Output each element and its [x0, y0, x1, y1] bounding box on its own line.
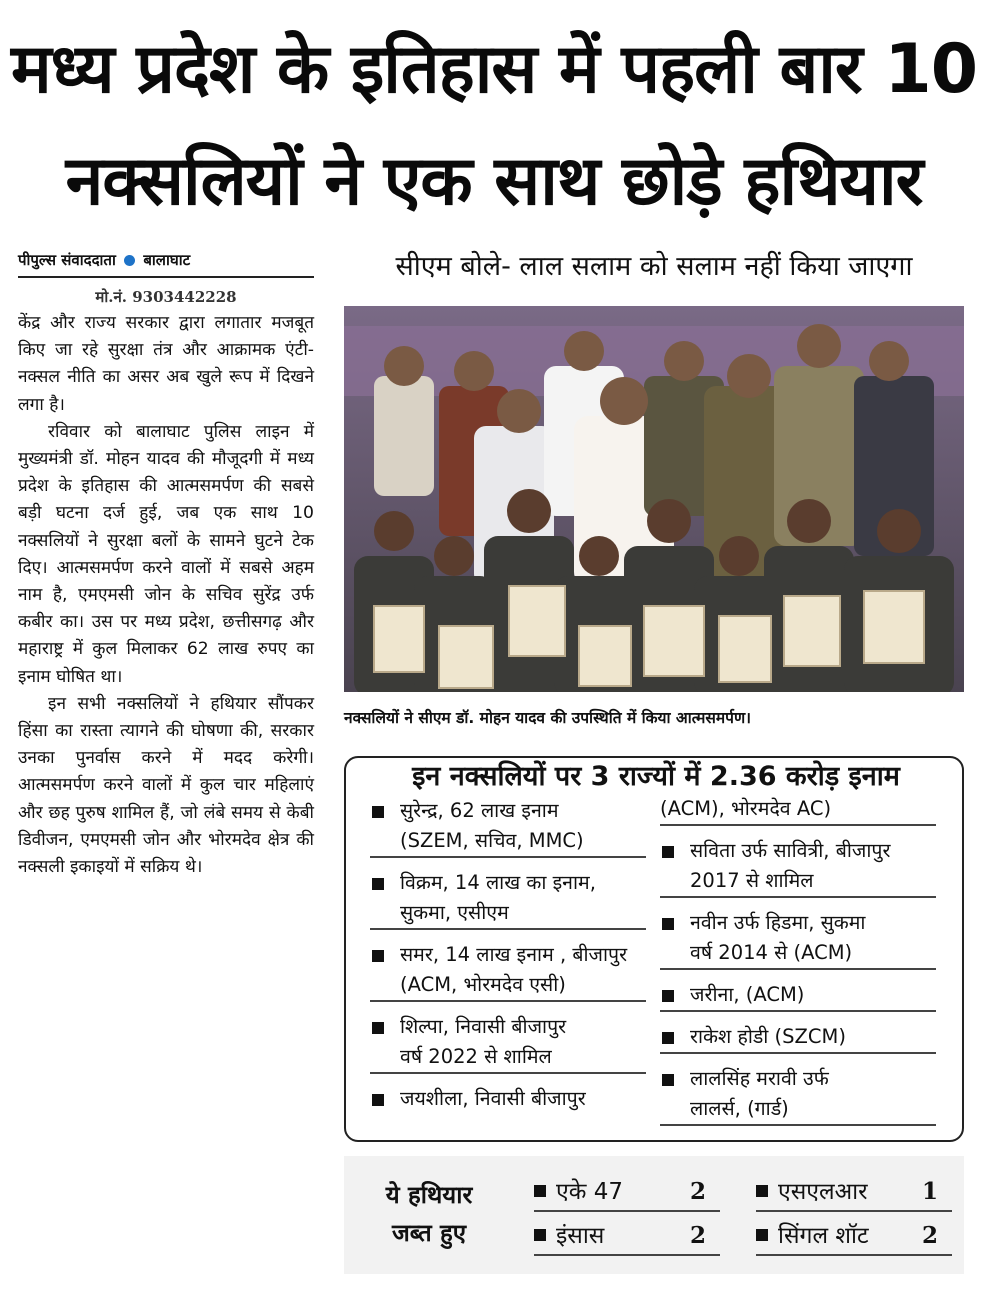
square-bullet-icon [372, 878, 384, 890]
square-bullet-icon [372, 806, 384, 818]
reward-box [344, 756, 964, 1142]
headline-line-1: मध्य प्रदेश के इतिहास में पहली बार 10 [10, 30, 978, 109]
list-item: शिल्पा, निवासी बीजापुर वर्ष 2022 से शामिल [370, 1012, 646, 1074]
list-item: राकेश होडी (SZCM) [660, 1022, 936, 1054]
square-bullet-icon [662, 918, 674, 930]
reward-list-left [370, 796, 646, 1124]
article-body [18, 310, 314, 881]
square-bullet-icon [662, 1032, 674, 1044]
list-item: विक्रम, 14 लाख का इनाम, सुकमा, एसीएम [370, 868, 646, 930]
list-item: लालसिंह मरावी उर्फ लालर्स, (गार्ड) [660, 1064, 936, 1126]
subheadline: सीएम बोले- लाल सलाम को सलाम नहीं किया जाएगा [395, 251, 913, 282]
list-item: जयशीला, निवासी बीजापुर [370, 1084, 646, 1114]
reporter-name: पीपुल्स संवाददाता [18, 251, 116, 269]
square-bullet-icon [372, 1094, 384, 1106]
square-bullet-icon [662, 846, 674, 858]
weapon-qty: 2 [689, 1178, 706, 1205]
headline-line-2: नक्सलियों ने एक साथ छोड़े हथियार [65, 142, 923, 221]
square-bullet-icon [662, 990, 674, 1002]
square-bullet-icon [534, 1229, 546, 1241]
byline-location: बालाघाट [143, 251, 191, 269]
list-item: जरीना, (ACM) [660, 980, 936, 1012]
reward-title: इन नक्सलियों पर 3 राज्यों में 2.36 करोड़ इनाम [346, 756, 966, 793]
weapon-item: सिंगल शॉट 2 [756, 1218, 952, 1256]
photo-caption: नक्सलियों ने सीएम डॉ. मोहन यादव की उपस्थिति में किया आत्मसमर्पण। [344, 709, 752, 727]
photo-illustration [344, 306, 964, 692]
square-bullet-icon [662, 1074, 674, 1086]
weapon-item: एसएलआर 1 [756, 1174, 952, 1212]
reporter-mobile: मो.नं. 9303442228 [95, 288, 237, 306]
list-item: सविता उर्फ सावित्री, बीजापुर 2017 से शामिल [660, 836, 936, 898]
weapon-qty: 2 [689, 1222, 706, 1249]
weapons-box [344, 1156, 964, 1274]
weapons-title: ये हथियार जब्त हुए [385, 1181, 473, 1247]
square-bullet-icon [756, 1229, 768, 1241]
weapon-item: एके 47 2 [534, 1174, 720, 1212]
weapon-item: इंसास 2 [534, 1218, 720, 1256]
weapon-qty: 1 [921, 1178, 938, 1205]
square-bullet-icon [756, 1185, 768, 1197]
article-paragraph: रविवार को बालाघाट पुलिस लाइन में मुख्यमंत्री डॉ. मोहन यादव की मौजूदगी में मध्य प्रदेश के इतिहास की आत्मसमर्पण की सबसे बड़ी घटना दर्ज हुई, जब एक साथ 10 नक्सलियों ने सुरक्षा बलों के सामने घुटने टेक दिए। आत्मसमर्पण करने वालों में सबसे अहम नाम है, एमएमसी जोन के सचिव सुरेंद्र उर्फ कबीर का। उस पर मध्य प्रदेश, छत्तीसगढ़ और महाराष्ट्र में कुल मिलाकर 62 लाख रुपए का इनाम घोषित था। [18, 421, 314, 687]
list-item: नवीन उर्फ हिडमा, सुकमा वर्ष 2014 से (ACM) [660, 908, 936, 970]
reward-list-right [660, 794, 936, 1136]
article-paragraph: इन सभी नक्सलियों ने हथियार सौंपकर हिंसा का रास्ता त्यागने की घोषणा की, सरकार उनका पुनर्वास करने में मदद करेगी। आत्मसमर्पण करने वालों में कुल चार महिलाएं और छह पुरुष शामिल हैं, जो लंबे समय से केबी डिवीजन, एमएमसी जोन और भोरमदेव क्षेत्र की नक्सली इकाइयों में सक्रिय थे। [18, 693, 314, 878]
weapon-qty: 2 [921, 1222, 938, 1249]
article-paragraph: केंद्र और राज्य सरकार द्वारा लगातार मजबूत किए जा रहे सुरक्षा तंत्र और आक्रामक एंटी-नक्सल नीति का असर अब खुले रूप में दिखने लगा है। [18, 313, 314, 415]
list-item-continuation: (ACM), भोरमदेव AC) [660, 794, 936, 826]
square-bullet-icon [372, 1022, 384, 1034]
list-item: समर, 14 लाख इनाम , बीजापुर (ACM, भोरमदेव एसी) [370, 940, 646, 1002]
news-photo [344, 306, 964, 692]
byline [18, 250, 314, 278]
square-bullet-icon [534, 1185, 546, 1197]
list-item: सुरेन्द्र, 62 लाख इनाम (SZEM, सचिव, MMC) [370, 796, 646, 858]
dot-icon [124, 255, 135, 266]
square-bullet-icon [372, 950, 384, 962]
